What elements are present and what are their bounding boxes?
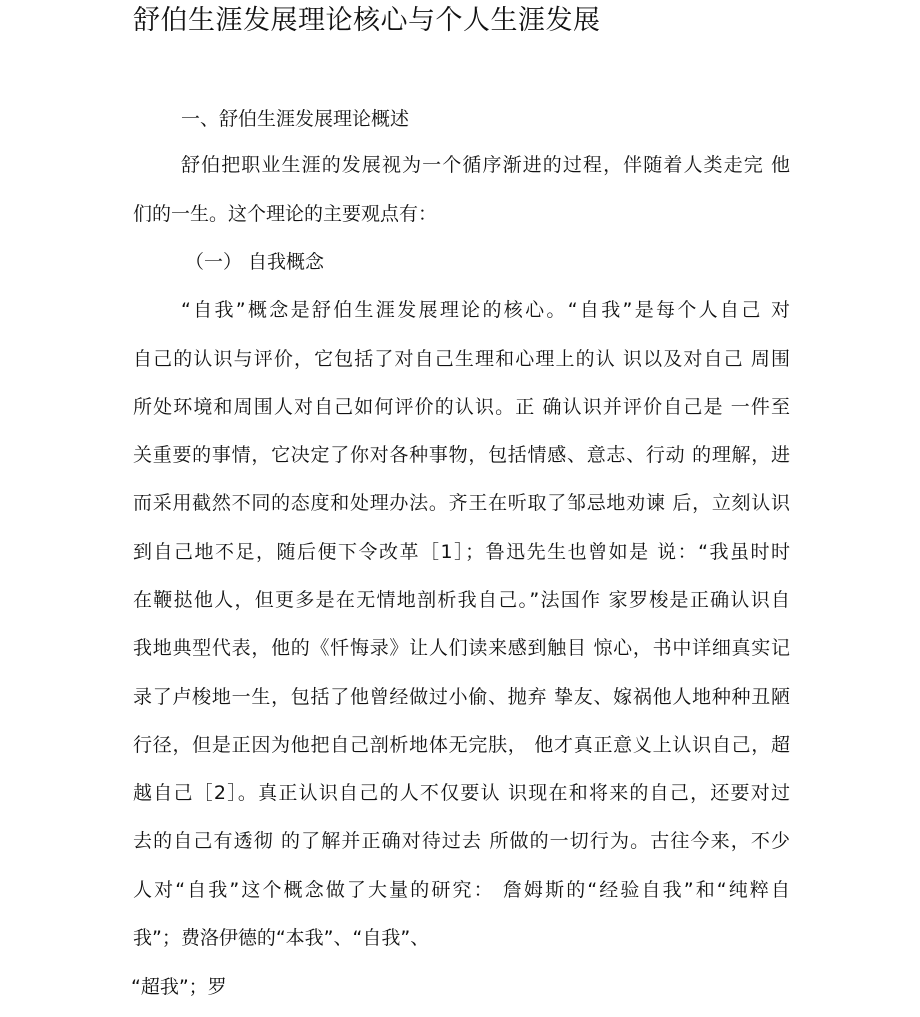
paragraph-line: “超我”；罗 xyxy=(131,976,227,998)
paragraph-line: 人对“自我”这个概念做了大量的研究： 詹姆斯的“经验自我”和“纯粹自 xyxy=(133,879,790,901)
paragraph-line: 到自己地不足，随后便下令改革［1］；鲁迅先生也曾如是 说：“我虽时时 xyxy=(133,541,790,563)
subsection-heading: （一） 自我概念 xyxy=(185,251,325,273)
paragraph-line: 自己的认识与评价，它包括了对自己生理和心理上的认 识以及对自己 周围 xyxy=(133,348,790,370)
paragraph-line: 我”；费洛伊德的“本我”、“自我”、 xyxy=(133,927,430,949)
paragraph-line: 舒伯把职业生涯的发展视为一个循序渐进的过程，伴随着人类走完 他 xyxy=(181,154,790,176)
paragraph-line: 所处环境和周围人对自己如何评价的认识。正 确认识并评价自己是 一件至 xyxy=(133,396,790,418)
paragraph-line: 在鞭挞他人，但更多是在无情地剖析我自己。”法国作 家罗梭是正确认识自 xyxy=(133,589,790,611)
paragraph-line: 越自己［2］。真正认识自己的人不仅要认 识现在和将来的自己，还要对过 xyxy=(133,782,790,804)
paragraph-line: “自我”概念是舒伯生涯发展理论的核心。“自我”是每个人自己 对 xyxy=(181,299,790,321)
paragraph-line: 行径，但是正因为他把自己剖析地体无完肤， 他才真正意义上认识自己，超 xyxy=(133,734,790,756)
paragraph-line: 我地典型代表，他的《忏悔录》让人们读来感到触目 惊心，书中详细真实记 xyxy=(133,637,790,659)
document-title: 舒伯生涯发展理论核心与个人生涯发展 xyxy=(133,5,601,36)
paragraph-line: 关重要的事情，它决定了你对各种事物，包括情感、意志、行动 的理解，进 xyxy=(133,444,790,466)
section-heading: 一、舒伯生涯发展理论概述 xyxy=(181,108,410,130)
paragraph-line: 去的自己有透彻 的了解并正确对待过去 所做的一切行为。古往今来，不少 xyxy=(133,830,790,852)
paragraph-line: 录了卢梭地一生，包括了他曾经做过小偷、抛弃 挚友、嫁祸他人地种种丑陋 xyxy=(133,686,790,708)
paragraph-line: 而采用截然不同的态度和处理办法。齐王在听取了邹忌地劝谏 后，立刻认识 xyxy=(133,492,790,514)
paragraph-line: 们的一生。这个理论的主要观点有： xyxy=(133,203,438,225)
